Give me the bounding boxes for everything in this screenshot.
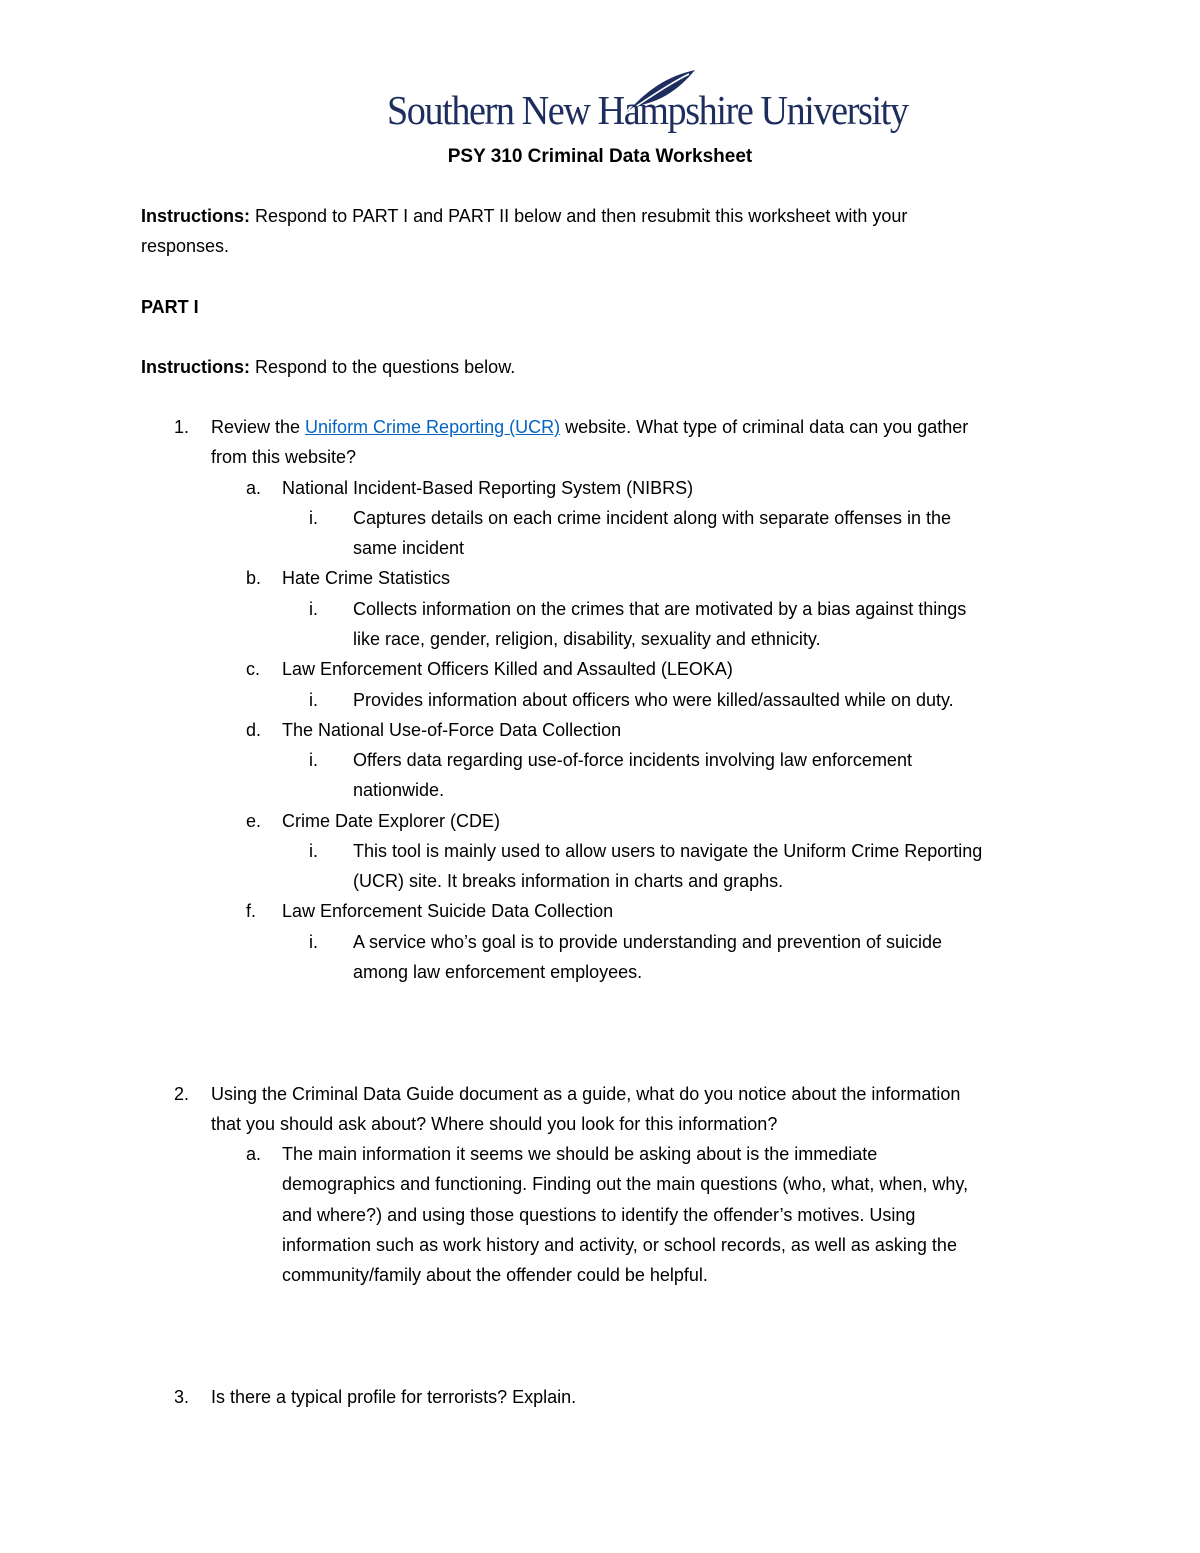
list-item: Crime Date Explorer (CDE) — [282, 811, 501, 831]
question-1-line-1 — [211, 416, 968, 438]
list-item-marker: d. — [246, 720, 262, 740]
sub-item-line: This tool is mainly used to allow users to navigate the Uniform Crime Reporting — [353, 841, 983, 861]
list-item-marker: f. — [246, 901, 257, 921]
question-2-line-2: that you should ask about? Where should you look for this information? — [211, 1114, 778, 1134]
question-2-number: 2. — [174, 1084, 190, 1104]
list-item-marker: c. — [246, 659, 261, 679]
sub-item-line: like race, gender, religion, disability, sexuality and ethnicity. — [353, 629, 821, 649]
intro-text: Respond to PART I and PART II below and then resubmit this worksheet with your — [250, 206, 908, 226]
sub-item-marker: i. — [309, 841, 318, 861]
answer-line: The main information it seems we should be asking about is the immediate — [282, 1144, 878, 1164]
part-1-instructions — [141, 356, 515, 378]
page-title: PSY 310 Criminal Data Worksheet — [447, 146, 753, 167]
question-3-number: 3. — [174, 1387, 190, 1407]
instructions-label: Instructions: — [141, 357, 251, 377]
logo-wordmark: Southern New Hampshire University — [387, 87, 908, 133]
answer-line: and where?) and using those questions to identify the offender’s motives. Using — [282, 1205, 916, 1225]
answer-line: information such as work history and activity, or school records, as well as asking the — [282, 1235, 957, 1255]
question-1-post: website. What type of criminal data can you gather — [560, 417, 969, 437]
instructions-text: Respond to the questions below. — [250, 357, 516, 377]
ucr-link[interactable]: Uniform Crime Reporting (UCR) — [305, 417, 561, 437]
list-item: The National Use-of-Force Data Collection — [282, 720, 622, 740]
answer-marker: a. — [246, 1144, 262, 1164]
sub-item-line: Collects information on the crimes that are motivated by a bias against things — [353, 599, 967, 619]
question-1-line-2: from this website? — [211, 447, 357, 467]
sub-item-line: Provides information about officers who were killed/assaulted while on duty. — [353, 690, 954, 710]
sub-item-line: nationwide. — [353, 780, 445, 800]
sub-item-line: Offers data regarding use-of-force incidents involving law enforcement — [353, 750, 912, 770]
sub-item-line: Captures details on each crime incident along with separate offenses in the — [353, 508, 952, 528]
list-item: Hate Crime Statistics — [282, 568, 451, 588]
question-1-number: 1. — [174, 417, 190, 437]
intro-line-2: responses. — [141, 236, 230, 256]
sub-item-marker: i. — [309, 508, 318, 528]
part-1-heading: PART I — [141, 297, 199, 317]
university-logo — [387, 68, 908, 138]
list-item-marker: e. — [246, 811, 262, 831]
sub-item-line: (UCR) site. It breaks information in charts and graphs. — [353, 871, 784, 891]
intro-line-1 — [141, 205, 907, 227]
question-2-line-1: Using the Criminal Data Guide document as a guide, what do you notice about the information — [211, 1084, 961, 1104]
sub-item-marker: i. — [309, 690, 318, 710]
list-item: Law Enforcement Officers Killed and Assaulted (LEOKA) — [282, 659, 733, 679]
instructions-label: Instructions: — [141, 206, 251, 226]
sub-item-marker: i. — [309, 932, 318, 952]
sub-item-line: same incident — [353, 538, 465, 558]
list-item-marker: b. — [246, 568, 262, 588]
answer-line: community/family about the offender could be helpful. — [282, 1265, 708, 1285]
sub-item-line: among law enforcement employees. — [353, 962, 643, 982]
list-item: National Incident-Based Reporting System (NIBRS) — [282, 478, 694, 498]
question-3-text: Is there a typical profile for terrorists? Explain. — [211, 1387, 577, 1407]
list-item-marker: a. — [246, 478, 262, 498]
sub-item-line: A service who’s goal is to provide understanding and prevention of suicide — [353, 932, 943, 952]
question-1-pre: Review the — [211, 417, 306, 437]
sub-item-marker: i. — [309, 750, 318, 770]
list-item: Law Enforcement Suicide Data Collection — [282, 901, 614, 921]
answer-line: demographics and functioning. Finding out the main questions (who, what, when, why, — [282, 1174, 969, 1194]
sub-item-marker: i. — [309, 599, 318, 619]
